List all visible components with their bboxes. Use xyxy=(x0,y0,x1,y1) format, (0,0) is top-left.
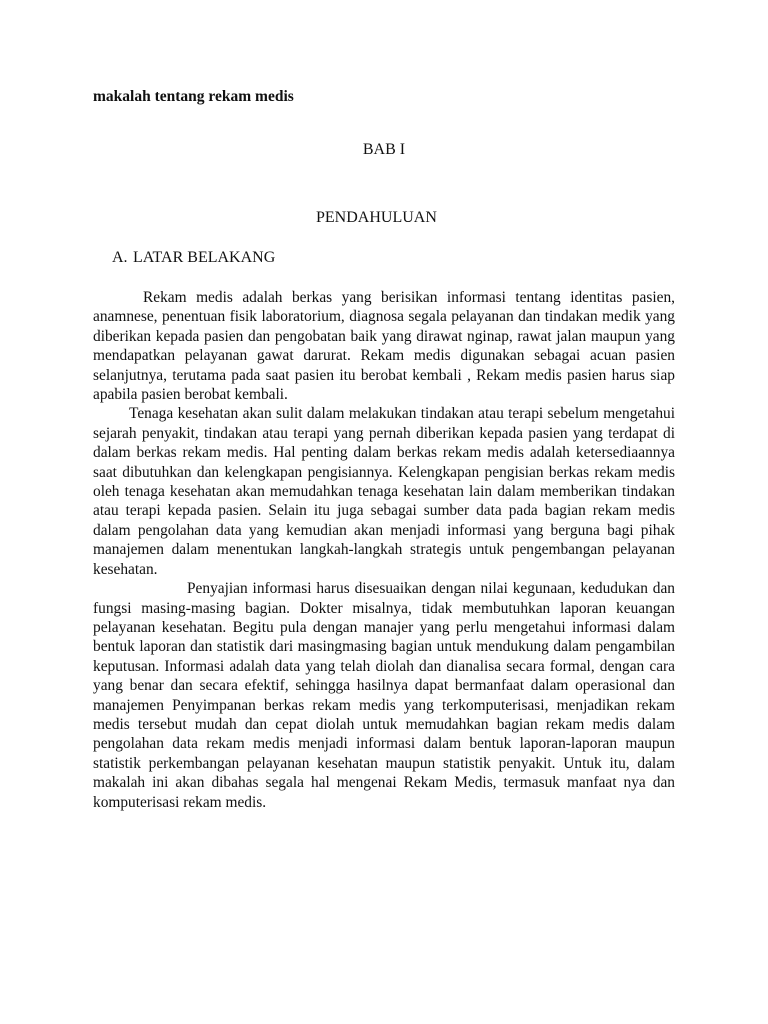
section-number: A. xyxy=(112,249,128,266)
chapter-label xyxy=(0,141,768,159)
section-label: LATAR BELAKANG xyxy=(133,249,276,266)
chapter-label-text: BAB I xyxy=(362,141,406,158)
section-heading xyxy=(112,249,275,267)
paragraph: Penyajian informasi harus disesuaikan dengan nilai kegunaan, kedudukan dan fungsi masing-masing bagian. Dokter misalnya, tidak membutuhkan laporan keuangan pelayanan kesehatan. Begitu pula dengan manajer yang perlu mengetahui informasi dalam bentuk laporan dan statistik dari masingmasing bagian untuk mendukung dalam pengambilan keputusan. Informasi adalah data yang telah diolah dan dianalisa secara formal, dengan cara yang benar dan secara efektif, sehingga hasilnya dapat bermanfaat dalam operasional dan manajemen Penyimpanan berkas rekam medis yang terkomputerisasi, menjadikan rekam medis tersebut mudah dan cepat diolah untuk memudahkan bagian rekam medis dalam pengolahan data rekam medis menjadi informasi dalam bentuk laporan-laporan maupun statistik perkembangan pelayanan kesehatan maupun statistik penyakit. Untuk itu, dalam makalah ini akan dibahas segala hal mengenai Rekam Medis, termasuk manfaat nya dan komputerisasi rekam medis. xyxy=(93,580,675,811)
body-text xyxy=(93,288,675,812)
chapter-title: PENDAHULUAN xyxy=(316,209,437,226)
document-title: makalah tentang rekam medis xyxy=(93,88,294,105)
paragraph: Rekam medis adalah berkas yang berisikan informasi tentang identitas pasien, anamnese, penentuan fisik laboratorium, diagnosa segala pelayanan dan tindakan medik yang diberikan kepada pasien dan pengobatan baik yang dirawat nginap, rawat jalan maupun yang mendapatkan pelayanan gawat darurat. Rekam medis digunakan sebagai acuan pasien selanjutnya, terutama pada saat pasien itu berobat kembali , Rekam medis pasien harus siap apabila pasien berobat kembali. xyxy=(93,289,675,404)
paragraph: Tenaga kesehatan akan sulit dalam melakukan tindakan atau terapi sebelum mengetahui sejarah penyakit, tindakan atau terapi yang pernah diberikan kepada pasien yang terdapat di dalam berkas rekam medis. Hal penting dalam berkas rekam medis adalah ketersediaannya saat dibutuhkan dan kelengkapan pengisiannya. Kelengkapan pengisian berkas rekam medis oleh tenaga kesehatan akan memudahkan tenaga kesehatan lain dalam memberikan tindakan atau terapi kepada pasien. Selain itu juga sebagai sumber data pada bagian rekam medis dalam pengolahan data yang kemudian akan menjadi informasi yang berguna bagi pihak manajemen dalam menentukan langkah-langkah strategis untuk pengembangan pelayanan kesehatan. xyxy=(93,405,675,578)
